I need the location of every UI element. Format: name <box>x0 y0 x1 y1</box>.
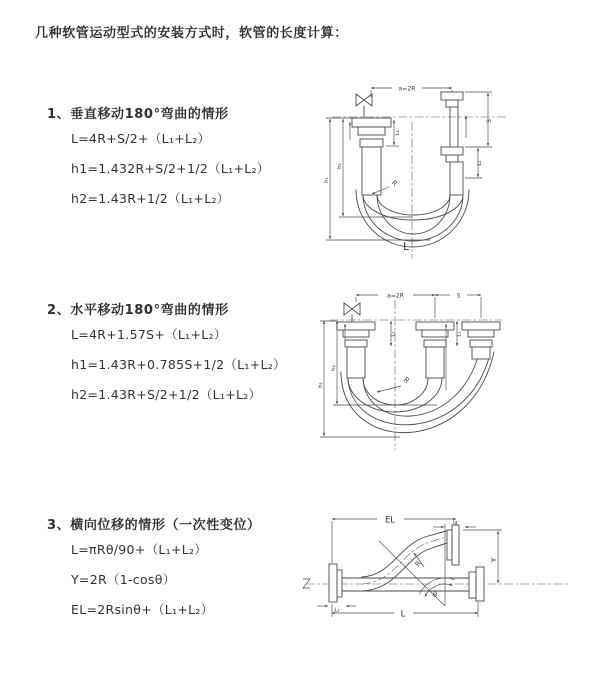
braid-right <box>450 162 463 195</box>
valve-icon <box>344 303 360 322</box>
dim-label-h2: h₂ <box>337 163 343 169</box>
lower-right-flange <box>469 567 484 601</box>
dim-label-l1-left: L₁ <box>390 331 397 337</box>
angle-arc <box>425 584 453 597</box>
section-1-formula-l: L=4R+S/2+（L₁+L₂） <box>71 131 211 146</box>
dim-label-el: EL <box>384 515 396 526</box>
diagram-lateral-displacement <box>295 505 600 635</box>
upper-right-flange <box>447 525 459 565</box>
dimension-a2r <box>371 86 452 98</box>
break-mark <box>303 579 310 588</box>
dimension-l <box>332 602 478 620</box>
dim-label-y: Y <box>490 557 498 563</box>
dim-label-s: S <box>486 119 493 123</box>
dimension-l1-right <box>477 148 483 177</box>
dim-label-h1: h₁ <box>324 177 330 183</box>
centerline <box>303 579 568 588</box>
fixed-end-flange <box>352 118 391 195</box>
dimension-l1-left <box>391 321 397 346</box>
diagram-horizontal-180-bend <box>300 283 600 458</box>
dim-label-l1-right: L₁ <box>477 160 483 166</box>
length-label: L <box>403 241 409 253</box>
dim-label-l1-left: L₁ <box>334 607 340 614</box>
radius-label: R <box>389 178 399 189</box>
mid-position-flange <box>416 322 454 378</box>
valve-icon <box>356 94 372 118</box>
dim-label-l1-top: L₁ <box>452 519 458 526</box>
dimension-l1-left <box>317 606 356 614</box>
dim-label-l1-left: L₁ <box>395 130 401 136</box>
dim-label-a2r: a=2R <box>398 85 416 93</box>
section-2-formula-h2: h2=1.43R+S/2+1/2（L₁+L₂） <box>71 387 262 402</box>
displaced-position-flange <box>462 322 500 359</box>
dim-label-h2: h₂ <box>331 365 337 371</box>
section-3-heading: 3、横向位移的情形（一次性变位） <box>47 518 261 533</box>
radius-label: R <box>401 375 411 386</box>
radius-callout <box>377 376 411 392</box>
centerlines <box>332 117 508 258</box>
section-2-formula-h1: h1=1.43R+0.785S+1/2（L₁+L₂） <box>71 357 286 372</box>
braid-right <box>472 347 490 359</box>
hose-u-bend <box>356 190 469 247</box>
braid-left <box>347 347 365 378</box>
dim-label-h1: h₁ <box>318 382 324 388</box>
displaced-hose <box>362 531 448 591</box>
dim-label-s: S <box>456 292 461 300</box>
page-title: 几种软管运动型式的安装方式时，软管的长度计算： <box>35 26 348 41</box>
left-flange <box>329 564 342 602</box>
section-1-formula-h2: h2=1.43R+1/2（L₁+L₂） <box>71 191 230 206</box>
dimension-h1 <box>318 321 400 437</box>
section-1-formula-h1: h1=1.432R+S/2+1/2（L₁+L₂） <box>71 161 270 176</box>
dim-label-l1-mid: L₁ <box>456 331 463 337</box>
dimension-s <box>435 293 481 319</box>
diagram-vertical-180-bend <box>300 70 600 265</box>
section-1-heading: 1、垂直移动180°弯曲的情形 <box>47 107 229 122</box>
dim-label-l: L <box>400 609 406 620</box>
section-2-heading: 2、水平移动180°弯曲的情形 <box>47 303 229 318</box>
moving-end-flange <box>441 92 463 195</box>
angle-label: θ <box>432 591 438 599</box>
braid-left <box>362 147 381 195</box>
section-3-formula-el: EL=2Rsinθ+（L₁+L₂） <box>71 602 214 617</box>
radius-label: R <box>413 559 424 569</box>
section-2-formula-l: L=4R+1.57S+（L₁+L₂） <box>71 327 227 342</box>
section-3-formula-y: Y=2R（1-cosθ） <box>71 572 176 587</box>
braid-mid <box>426 347 444 378</box>
fixed-end-flange <box>337 322 375 378</box>
dimension-a2r <box>356 293 435 319</box>
radius-callout <box>414 553 424 568</box>
dim-label-a2r: a=2R <box>387 292 404 300</box>
section-3-formula-l: L=πRθ/90+（L₁+L₂） <box>71 542 208 557</box>
